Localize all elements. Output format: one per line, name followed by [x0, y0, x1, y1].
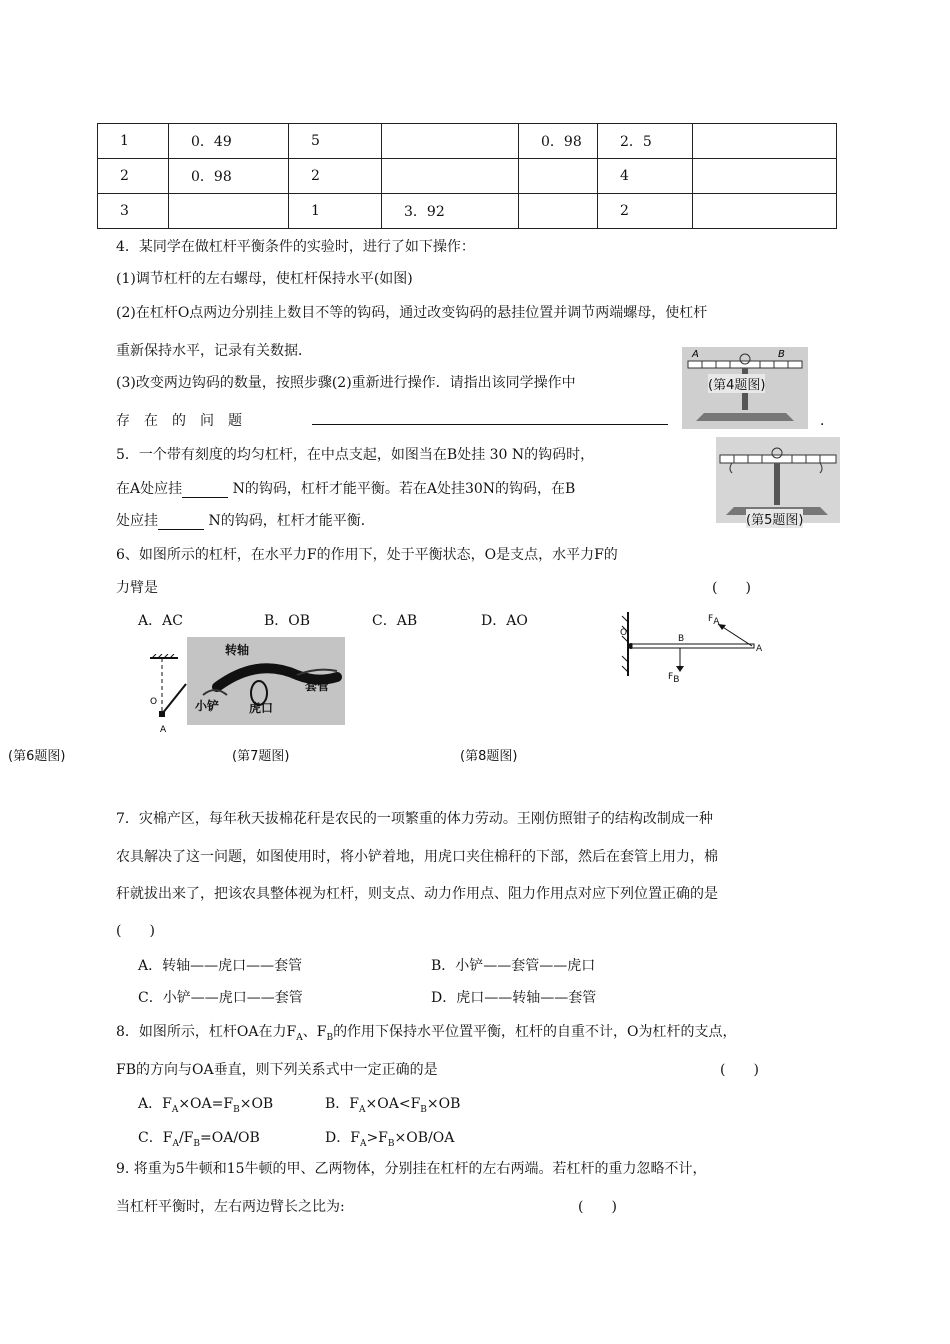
q5-line1: 5．一个带有刻度的均匀杠杆，在中点支起，如图当在B处挂 30 N的钩码时，: [116, 447, 595, 463]
q8-option-c: C．$F_A/F_B=OA/OB$: [138, 1130, 260, 1149]
table-cell: 3: [98, 194, 169, 229]
q4-step1: (1)调节杠杆的左右螺母，使杠杆保持水平(如图): [116, 271, 413, 287]
q8-line1: 8．如图所示，杠杆OA在力$F_A$、$F_B$的作用下保持水平位置平衡，杠杆的自重不计，O为杠杆的支点，: [116, 1024, 737, 1043]
svg-text:O: O: [150, 697, 158, 707]
q4-step3: (3)改变两边钩码的数量，按照步骤(2)重新进行操作．请指出该同学操作中: [116, 375, 576, 391]
figure-caption-7: (第7题图): [232, 749, 290, 764]
q6-option-a: A．AC: [138, 613, 183, 629]
figure-caption: (第4题图): [708, 374, 765, 393]
data-table: [97, 123, 837, 229]
table-row: [98, 194, 837, 229]
table-cell: 1: [289, 194, 382, 229]
label-sleeve: 套管: [305, 679, 330, 693]
horizontal-lever-icon: [618, 610, 768, 686]
table-cell: [693, 159, 837, 194]
q8-option-b: B．$F_A\times OA<F_B\times OB$: [325, 1096, 461, 1115]
svg-text:B: B: [778, 349, 785, 360]
q5-line3a: 处应挂: [116, 513, 158, 529]
table-cell: 2: [98, 159, 169, 194]
table-cell: [382, 159, 519, 194]
table-cell: 3．92: [382, 194, 519, 229]
label-fb: $F_B$: [668, 672, 680, 685]
q4-end: ．: [820, 413, 834, 429]
table-cell: 2: [598, 194, 693, 229]
table-cell: 4: [598, 159, 693, 194]
table-cell: 2．5: [598, 124, 693, 159]
q5-line2b: N的钩码，杠杆才能平衡。若在A处挂30N的钩码，在B: [232, 481, 576, 497]
q7-line2: 农具解决了这一问题，如图使用时，将小铲着地，用虎口夹住棉秆的下部，然后在套管上用力，棉: [116, 849, 718, 865]
figure-q8-lever: [618, 610, 768, 686]
label-a: A: [756, 644, 763, 654]
q7-option-d: D．虎口——转轴——套管: [431, 990, 597, 1006]
table-cell: 0．98: [519, 124, 598, 159]
table-cell: [169, 194, 289, 229]
figure-q6-lever: [148, 654, 188, 736]
q9-answer-paren: ( ): [578, 1199, 617, 1215]
q5-line2a: 在A处应挂: [116, 481, 183, 497]
q4-ask: 存 在 的 问 题: [116, 413, 242, 429]
q4-answer-blank: [312, 424, 668, 425]
table-cell: 2: [289, 159, 382, 194]
q5-line3: [116, 510, 375, 530]
q7-answer-paren: ( ): [116, 923, 155, 939]
q8-option-a: A．$F_A\times OA=F_B\times OB$: [138, 1096, 274, 1115]
q7-option-a: A．转轴——虎口——套管: [138, 958, 303, 974]
q7-line3: 秆就拔出来了，把该农具整体视为杠杆，则支点、动力作用点、阻力作用点对应下列位置正确的是: [116, 886, 718, 902]
q5-line2: [116, 478, 575, 498]
q8-option-d: D．$F_A>F_B\times OB/OA$: [325, 1130, 455, 1149]
figure-q7-tool: [187, 637, 345, 725]
table-cell: [693, 194, 837, 229]
wall-lever-icon: [148, 654, 188, 736]
q6-answer-paren: ( ): [712, 580, 751, 596]
table-cell: 5: [289, 124, 382, 159]
table-cell: [382, 124, 519, 159]
figure-caption-6: (第6题图): [8, 749, 66, 764]
q9-line2: 当杠杆平衡时，左右两边臂长之比为:: [116, 1199, 345, 1215]
label-pivot: 转轴: [225, 643, 250, 657]
table-cell: 0．98: [169, 159, 289, 194]
q7-option-c: C．小铲——虎口——套管: [138, 990, 303, 1006]
label-shovel: 小铲: [195, 699, 220, 713]
svg-text:A: A: [160, 725, 167, 735]
svg-text:A: A: [692, 349, 699, 360]
q8-answer-paren: ( ): [720, 1062, 759, 1078]
q6-option-d: D．AO: [481, 613, 528, 629]
q5-line3b: N的钩码，杠杆才能平衡．: [208, 513, 375, 529]
q6-line1: 6、如图所示的杠杆，在水平力F的作用下，处于平衡状态，O是支点，水平力F的: [116, 547, 618, 563]
q5-blank-a: [182, 481, 228, 498]
q5-blank-b: [158, 513, 204, 530]
figure-q5-lever: [716, 437, 840, 528]
q4-stem: 4．某同学在做杠杆平衡条件的实验时，进行了如下操作：: [116, 239, 475, 255]
q6-line2: 力臂是: [116, 580, 158, 596]
table-cell: [693, 124, 837, 159]
table-row: [98, 124, 837, 159]
label-fa: $F_A$: [708, 614, 720, 627]
table-cell: [519, 194, 598, 229]
label-b: B: [678, 634, 685, 644]
q9-line1: 9. 将重为5牛顿和15牛顿的甲、乙两物体，分别挂在杠杆的左右两端。若杠杆的重力忽略不计，: [116, 1161, 707, 1177]
q6-option-c: C．AB: [372, 613, 418, 629]
q8-line2: FB的方向与OA垂直，则下列关系式中一定正确的是: [116, 1062, 438, 1078]
q7-line1: 7．灾棉产区，每年秋天拔棉花秆是农民的一项繁重的体力劳动。王刚仿照钳子的结构改制成一种: [116, 811, 713, 827]
figure-q4-lever: [682, 347, 808, 429]
table-cell: [519, 159, 598, 194]
q7-option-b: B．小铲——套管——虎口: [431, 958, 596, 974]
figure-caption-8: (第8题图): [460, 749, 518, 764]
table-cell: 1: [98, 124, 169, 159]
figure-caption: (第5题图): [746, 509, 803, 528]
table-row: [98, 159, 837, 194]
q4-step2b: 重新保持水平，记录有关数据．: [116, 343, 312, 359]
label-o: O: [620, 628, 628, 638]
q4-step2a: (2)在杠杆O点两边分别挂上数目不等的钩码，通过改变钩码的悬挂位置并调节两端螺母，使杠杆: [116, 305, 708, 321]
q6-option-b: B．OB: [264, 613, 311, 629]
table-cell: 0．49: [169, 124, 289, 159]
label-jaw: 虎口: [249, 701, 274, 715]
